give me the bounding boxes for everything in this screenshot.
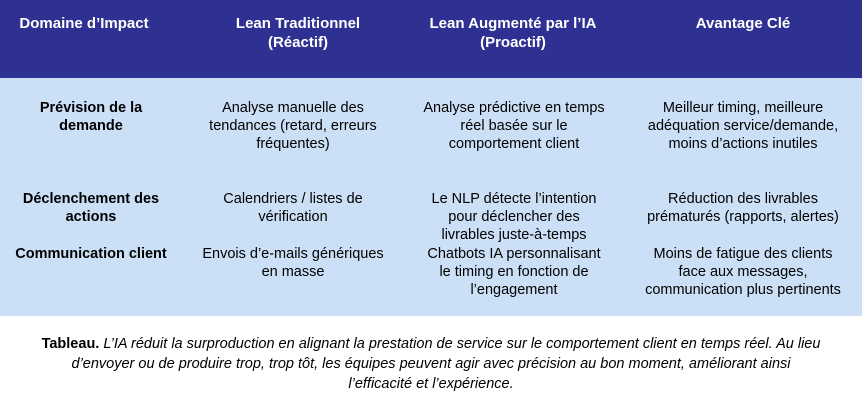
cell-line: tendances (retard, erreurs	[209, 118, 377, 134]
cell-line: face aux messages,	[678, 264, 808, 280]
row-communication-avantage	[628, 245, 858, 299]
header-lean-label: Lean Traditionnel	[235, 15, 361, 32]
cell-line: livrables juste-à-temps	[441, 227, 587, 243]
row-prevision-domain	[0, 99, 182, 135]
cell-line: Réduction des livrables	[668, 191, 818, 207]
row-declenchement-domain	[0, 190, 182, 226]
cell-line: actions	[65, 209, 117, 225]
cell-line: moins d’actions inutiles	[668, 136, 818, 152]
cell-line: Moins de fatigue des clients	[653, 246, 833, 262]
cell-line: Analyse manuelle des	[222, 100, 364, 116]
cell-line: demande	[59, 118, 123, 134]
header-lean-sublabel: (Réactif)	[267, 34, 328, 51]
row-declenchement-avantage	[628, 190, 858, 226]
header-avantage	[628, 14, 858, 33]
cell-line: Communication client	[15, 246, 167, 262]
header-ia-sublabel: (Proactif)	[480, 34, 546, 51]
header-lean	[188, 14, 408, 52]
cell-line: comportement client	[448, 136, 580, 152]
cell-line: l’engagement	[470, 282, 558, 298]
caption-label: Tableau.	[41, 336, 100, 352]
cell-line: Le NLP détecte l’intention	[431, 191, 597, 207]
cell-line: Prévision de la	[39, 100, 143, 116]
row-communication-ia	[404, 245, 624, 299]
cell-line: Calendriers / listes de	[223, 191, 363, 207]
row-declenchement-lean	[188, 190, 398, 226]
table-caption	[0, 334, 862, 394]
header-ia	[398, 14, 628, 52]
cell-line: fréquentes)	[256, 136, 330, 152]
cell-line: réel basée sur le	[460, 118, 568, 134]
cell-line: en masse	[261, 264, 325, 280]
table-header	[0, 0, 862, 78]
row-communication-lean	[188, 245, 398, 281]
cell-line: le timing en fonction de	[439, 264, 589, 280]
cell-line: Déclenchement des	[22, 191, 160, 207]
cell-line: Chatbots IA personnalisant	[427, 246, 601, 262]
row-prevision-ia	[404, 99, 624, 153]
cell-line: Analyse prédictive en temps	[423, 100, 605, 116]
cell-line: pour déclencher des	[448, 209, 580, 225]
row-communication-domain	[0, 245, 182, 263]
cell-line: vérification	[258, 209, 328, 225]
cell-line: Envois d’e-mails génériques	[202, 246, 384, 262]
cell-line: Meilleur timing, meilleure	[662, 100, 824, 116]
caption-line-1	[0, 334, 862, 354]
caption-line-3: l’efficacité et l’expérience.	[348, 376, 514, 392]
row-prevision-lean	[188, 99, 398, 153]
header-domaine	[0, 14, 168, 33]
cell-line: prématurés (rapports, alertes)	[647, 209, 839, 225]
caption-text-1: L’IA réduit la surproduction en alignant la prestation de service sur le comportement client en temps réel. Au lieu	[99, 336, 821, 352]
header-domaine-label: Domaine d’Impact	[19, 15, 149, 32]
header-ia-label: Lean Augmenté par l’IA	[429, 15, 597, 32]
row-prevision-avantage	[628, 99, 858, 153]
cell-line: communication plus pertinents	[645, 282, 841, 298]
row-declenchement-ia	[404, 190, 624, 244]
caption-line-2: d’envoyer ou de produire trop, trop tôt, les équipes peuvent agir avec précision au bon moment, améliorant ainsi	[71, 356, 791, 372]
cell-line: adéquation service/demande,	[647, 118, 839, 134]
header-avantage-label: Avantage Clé	[695, 15, 791, 32]
